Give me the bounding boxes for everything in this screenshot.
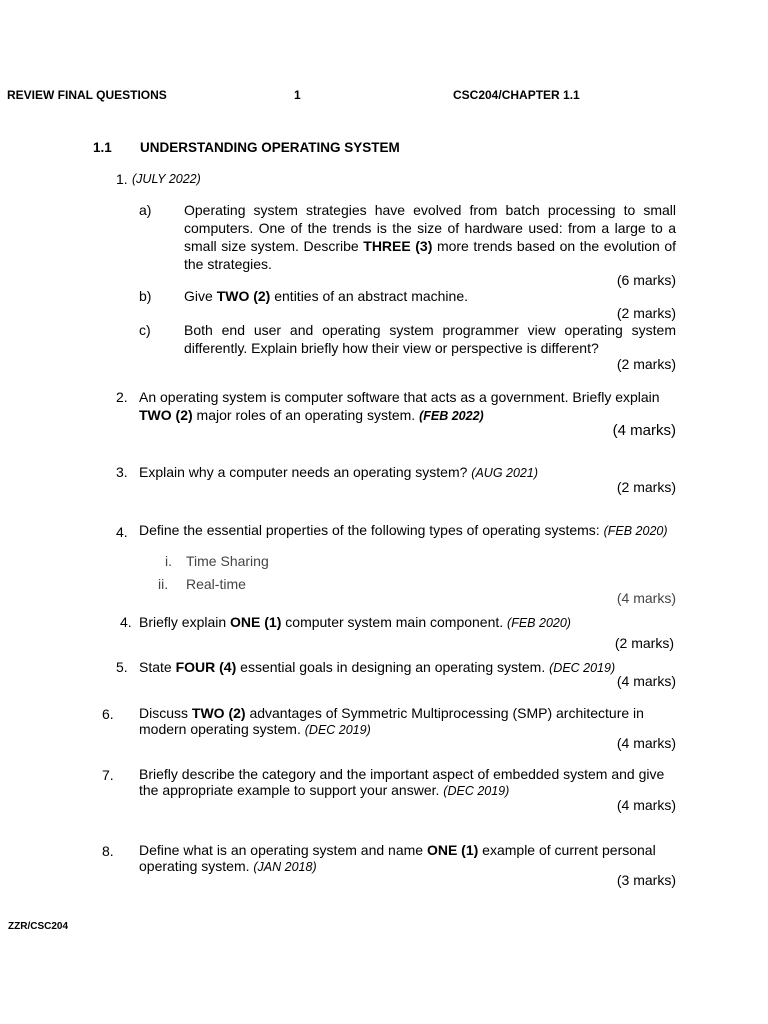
q1b-text: Give TWO (2) entities of an abstract machine. [184, 288, 469, 304]
q3-marks: (2 marks) [616, 479, 676, 495]
q7-text: Briefly describe the category and the important aspect of embedded system and give the appropriate example to support your answer. (DEC 2019) [139, 766, 665, 798]
q7-number: 7. [102, 767, 114, 783]
q1c-marks: (2 marks) [616, 356, 676, 372]
q1a-text: Operating system strategies have evolved from batch processing to small computers. One of the trends is the size of hardware used: from a large to a small size system. Describe THREE (3) more trends based on the evolution of the strategies. [184, 202, 676, 272]
q4-text: Define the essential properties of the following types of operating systems: (FEB 2020) [139, 522, 668, 538]
q5-marks: (4 marks) [616, 673, 676, 689]
q4-marks: (4 marks) [616, 590, 676, 606]
q1b-label: b) [139, 288, 152, 304]
q4-item-1-text: Time Sharing [186, 553, 269, 569]
q2-marks: (4 marks) [612, 422, 676, 439]
section-number: 1.1 [93, 140, 112, 155]
header-page-number: 1 [294, 88, 301, 102]
q4-number: 4. [116, 524, 128, 540]
footer-code: ZZR/CSC204 [8, 921, 69, 932]
q4b-number: 4. [120, 614, 132, 630]
header-right: CSC204/CHAPTER 1.1 [453, 88, 580, 102]
q6-text: Discuss TWO (2) advantages of Symmetric Multiprocessing (SMP) architecture in modern operating system. (DEC 2019) [139, 705, 644, 737]
q1c-label: c) [139, 322, 151, 338]
q1-number: 1. [116, 171, 128, 187]
q5-number: 5. [116, 659, 128, 675]
q5-text: State FOUR (4) essential goals in designing an operating system. (DEC 2019) [139, 659, 616, 675]
q1c-text: Both end user and operating system programmer view operating system differently. Explain briefly how their view or perspective is different? [184, 322, 676, 356]
q2-number: 2. [116, 389, 128, 405]
q6-number: 6. [102, 706, 114, 722]
q8-text: Define what is an operating system and name ONE (1) example of current personal operating system. (JAN 2018) [139, 842, 656, 874]
q7-marks: (4 marks) [616, 797, 676, 813]
q8-number: 8. [102, 843, 114, 859]
q4b-text: Briefly explain ONE (1) computer system main component. (FEB 2020) [139, 614, 571, 630]
q3-number: 3. [116, 464, 128, 480]
q3-text: Explain why a computer needs an operating system? (AUG 2021) [139, 464, 538, 480]
q4-item-1-label: i. [165, 553, 172, 569]
q8-marks: (3 marks) [616, 872, 676, 888]
q4b-marks: (2 marks) [614, 635, 674, 651]
q4-item-2-label: ii. [158, 576, 169, 592]
q1a-label: a) [139, 202, 152, 218]
q1-date: (JULY 2022) [132, 172, 201, 186]
section-title: UNDERSTANDING OPERATING SYSTEM [140, 140, 400, 155]
q4-item-2-text: Real-time [186, 576, 246, 592]
q6-marks: (4 marks) [616, 735, 676, 751]
q1a-marks: (6 marks) [616, 272, 676, 288]
q2-text: An operating system is computer software that acts as a government. Briefly explain TWO (2) major roles of an operating system. (FEB 2022) [139, 389, 660, 423]
header-left: REVIEW FINAL QUESTIONS [7, 88, 167, 102]
q1b-marks: (2 marks) [616, 305, 676, 321]
